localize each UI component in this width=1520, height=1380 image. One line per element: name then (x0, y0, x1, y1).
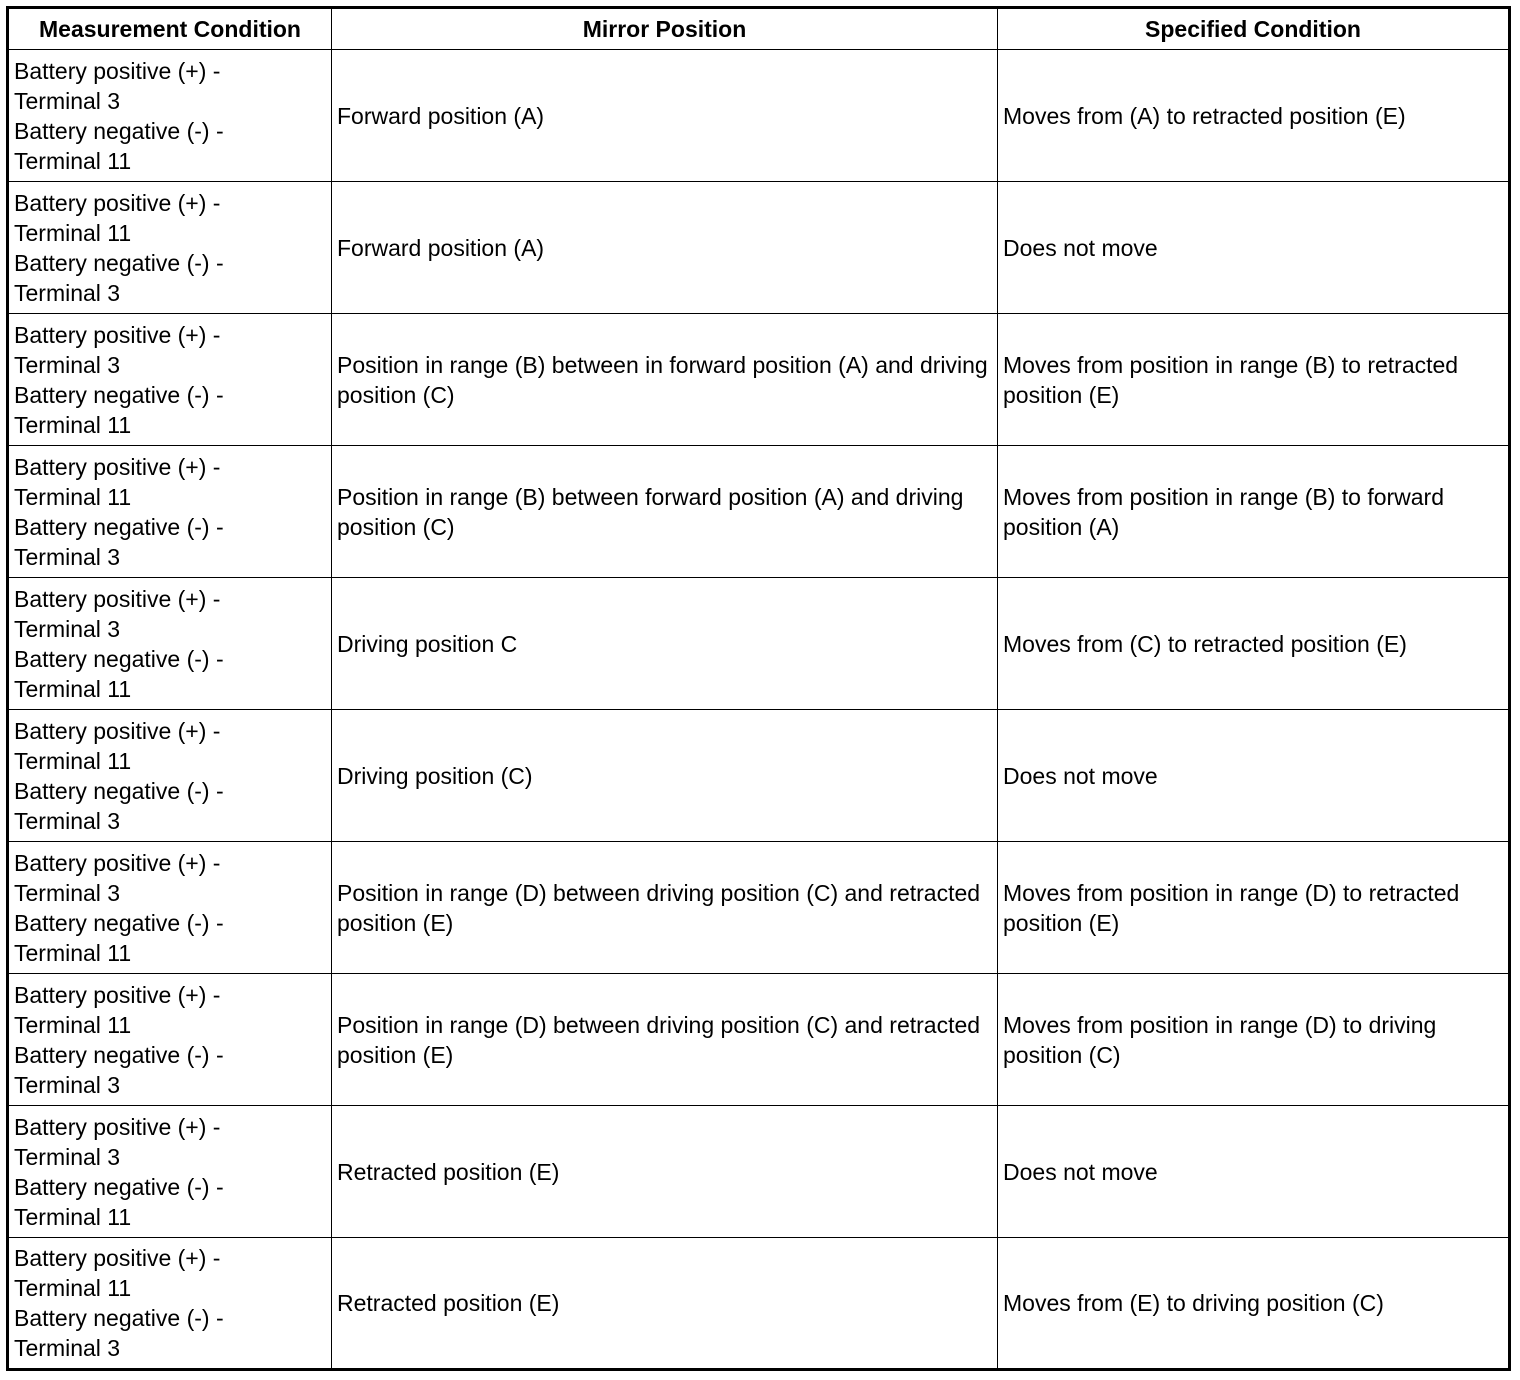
condition-line: Battery negative (-) - (14, 1041, 224, 1068)
cell-specified-condition: Does not move (998, 710, 1510, 842)
condition-line: Battery positive (+) - (14, 585, 221, 612)
condition-line: Terminal 3 (14, 351, 121, 378)
condition-line: Battery negative (-) - (14, 1173, 224, 1200)
condition-line: Terminal 11 (14, 939, 132, 966)
header-specified-condition: Specified Condition (998, 8, 1510, 50)
cell-mirror-position: Driving position (C) (332, 710, 998, 842)
condition-line: Terminal 3 (14, 615, 121, 642)
cell-mirror-position: Forward position (A) (332, 182, 998, 314)
cell-specified-condition: Moves from (A) to retracted position (E) (998, 50, 1510, 182)
condition-line: Battery positive (+) - (14, 57, 221, 84)
cell-measurement-condition (8, 710, 332, 842)
condition-line: Terminal 3 (14, 543, 121, 570)
cell-mirror-position: Position in range (B) between forward position (A) and driving position (C) (332, 446, 998, 578)
table-row (8, 710, 1510, 842)
condition-line: Terminal 3 (14, 807, 121, 834)
condition-line: Battery negative (-) - (14, 1305, 224, 1331)
cell-specified-condition: Moves from (E) to driving position (C) (998, 1238, 1510, 1370)
table-row (8, 842, 1510, 974)
cell-mirror-position: Retracted position (E) (332, 1238, 998, 1370)
condition-line: Terminal 3 (14, 1071, 121, 1098)
table-row (8, 50, 1510, 182)
condition-line: Battery negative (-) - (14, 645, 224, 672)
cell-specified-condition: Moves from position in range (D) to retracted position (E) (998, 842, 1510, 974)
condition-line: Terminal 11 (14, 1011, 132, 1038)
table-row (8, 1238, 1510, 1370)
condition-line: Battery negative (-) - (14, 117, 224, 144)
cell-mirror-position: Forward position (A) (332, 50, 998, 182)
header-mirror-position: Mirror Position (332, 8, 998, 50)
cell-specified-condition: Moves from (C) to retracted position (E) (998, 578, 1510, 710)
table-row (8, 578, 1510, 710)
condition-line: Battery negative (-) - (14, 909, 224, 936)
table-body (8, 50, 1510, 1370)
cell-specified-condition: Moves from position in range (B) to retracted position (E) (998, 314, 1510, 446)
cell-measurement-condition (8, 446, 332, 578)
condition-line: Battery positive (+) - (14, 1245, 221, 1271)
cell-measurement-condition (8, 1106, 332, 1238)
condition-line: Battery positive (+) - (14, 1113, 221, 1140)
condition-line: Battery negative (-) - (14, 381, 224, 408)
specification-table (6, 6, 1511, 1371)
header-row (8, 8, 1510, 50)
condition-line: Terminal 11 (14, 219, 132, 246)
condition-line: Terminal 11 (14, 147, 132, 174)
cell-measurement-condition (8, 314, 332, 446)
cell-mirror-position: Retracted position (E) (332, 1106, 998, 1238)
table-header (8, 8, 1510, 50)
cell-mirror-position: Driving position C (332, 578, 998, 710)
condition-line: Battery negative (-) - (14, 777, 224, 804)
condition-line: Terminal 3 (14, 1143, 121, 1170)
header-measurement-condition: Measurement Condition (8, 8, 332, 50)
condition-line: Terminal 11 (14, 675, 132, 702)
cell-measurement-condition (8, 182, 332, 314)
condition-line: Terminal 11 (14, 411, 132, 438)
cell-specified-condition: Moves from position in range (D) to driving position (C) (998, 974, 1510, 1106)
condition-line: Battery positive (+) - (14, 981, 221, 1008)
condition-line: Battery positive (+) - (14, 453, 221, 480)
cell-measurement-condition (8, 578, 332, 710)
cell-measurement-condition (8, 50, 332, 182)
condition-line: Battery positive (+) - (14, 849, 221, 876)
cell-specified-condition: Does not move (998, 1106, 1510, 1238)
cell-mirror-position: Position in range (D) between driving position (C) and retracted position (E) (332, 974, 998, 1106)
condition-line: Terminal 3 (14, 879, 121, 906)
condition-line: Terminal 3 (14, 87, 121, 114)
cell-specified-condition: Does not move (998, 182, 1510, 314)
condition-line: Terminal 11 (14, 1203, 132, 1230)
table-row (8, 974, 1510, 1106)
table-row (8, 446, 1510, 578)
condition-line: Battery positive (+) - (14, 321, 221, 348)
condition-line: Battery negative (-) - (14, 249, 224, 276)
condition-line: Battery negative (-) - (14, 513, 224, 540)
table-row (8, 314, 1510, 446)
cell-specified-condition: Moves from position in range (B) to forward position (A) (998, 446, 1510, 578)
condition-line: Terminal 3 (14, 1335, 121, 1361)
cell-measurement-condition (8, 974, 332, 1106)
cell-measurement-condition (8, 1238, 332, 1370)
cell-mirror-position: Position in range (B) between in forward position (A) and driving position (C) (332, 314, 998, 446)
cell-mirror-position: Position in range (D) between driving position (C) and retracted position (E) (332, 842, 998, 974)
cell-measurement-condition (8, 842, 332, 974)
condition-line: Battery positive (+) - (14, 189, 221, 216)
condition-line: Terminal 11 (14, 747, 132, 774)
condition-line: Terminal 11 (14, 483, 132, 510)
condition-line: Battery positive (+) - (14, 717, 221, 744)
table-row (8, 182, 1510, 314)
table-row (8, 1106, 1510, 1238)
condition-line: Terminal 11 (14, 1275, 132, 1301)
condition-line: Terminal 3 (14, 279, 121, 306)
